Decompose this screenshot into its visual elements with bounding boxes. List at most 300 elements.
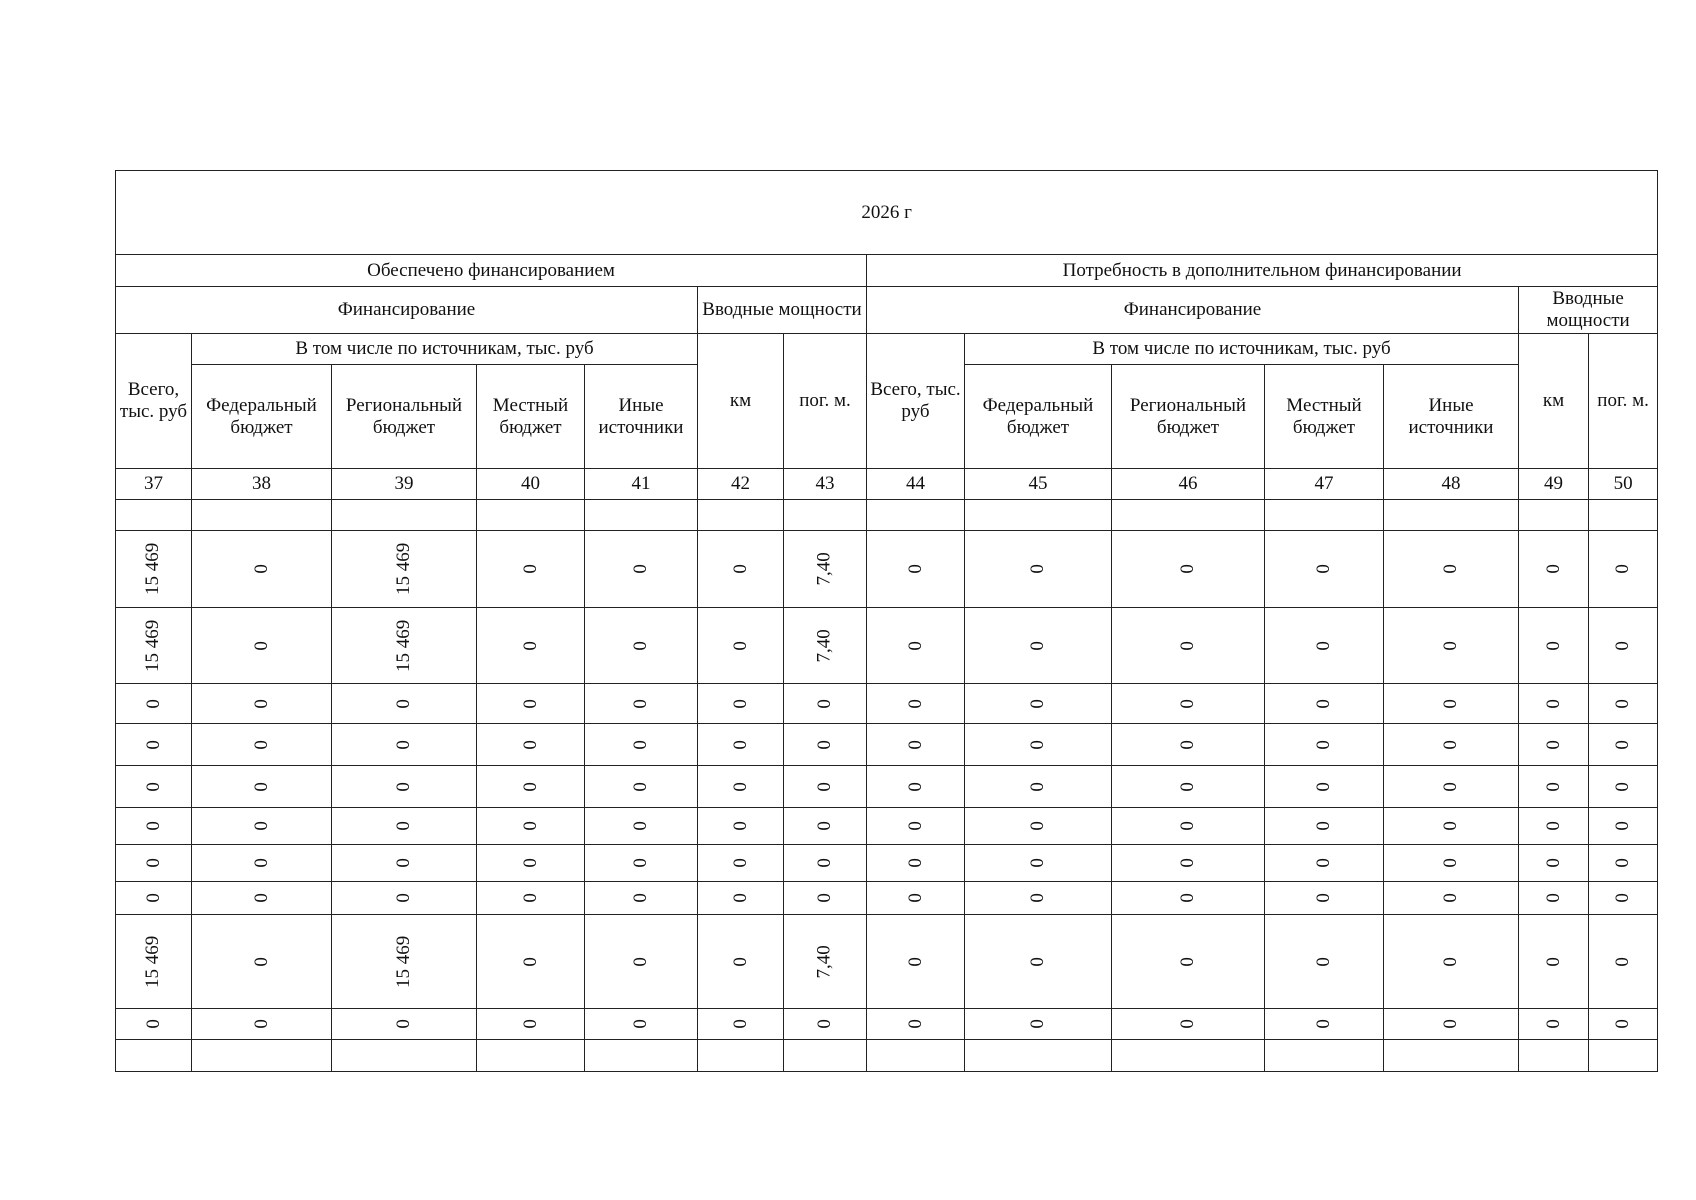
table-cell <box>1589 608 1658 684</box>
cell-value: 0 <box>1440 564 1462 574</box>
column-number: 46 <box>1112 469 1265 500</box>
cell-value: 0 <box>904 1019 926 1029</box>
table-cell <box>784 724 867 766</box>
cell-value: 0 <box>1612 739 1634 750</box>
cell-value: 0 <box>250 821 272 831</box>
cell-value: 0 <box>250 893 272 903</box>
cell-value: 7,40 <box>814 552 836 586</box>
table-cell <box>116 724 192 766</box>
table-row <box>116 724 1658 766</box>
cell-value: 0 <box>1177 564 1199 574</box>
km-header-need: км <box>1519 334 1589 469</box>
cell-value: 0 <box>1313 821 1335 831</box>
cell-value: 0 <box>250 1019 272 1029</box>
cell-value: 0 <box>1612 858 1634 868</box>
cell-value: 0 <box>1027 1019 1049 1029</box>
by-sources-header-secured: В том числе по источникам, тыс. руб <box>192 334 698 365</box>
table-cell <box>1265 915 1384 1009</box>
table-row <box>116 1009 1658 1040</box>
cell-value: 0 <box>630 956 652 967</box>
cell-value: 0 <box>1177 739 1199 750</box>
cell-value: 0 <box>729 821 751 831</box>
cell-value: 15 469 <box>142 935 164 988</box>
cell-value: 0 <box>1440 858 1462 868</box>
table-cell <box>965 808 1112 845</box>
cell-value: 15 469 <box>142 619 164 672</box>
cell-value: 0 <box>1027 821 1049 831</box>
cell-value: 0 <box>630 1019 652 1029</box>
table-cell <box>698 915 784 1009</box>
table-cell <box>192 500 332 531</box>
table-cell <box>477 882 585 915</box>
table-cell <box>965 684 1112 724</box>
cell-value: 0 <box>630 640 652 651</box>
cell-value: 0 <box>519 739 541 750</box>
table-cell <box>1519 684 1589 724</box>
table-cell <box>1589 724 1658 766</box>
cell-value: 0 <box>1542 640 1564 651</box>
column-number-row <box>116 469 1658 500</box>
cell-value: 0 <box>1313 739 1335 750</box>
table-cell <box>477 608 585 684</box>
total-header-need: Всего, тыс. руб <box>867 334 965 469</box>
cell-value: 0 <box>1177 698 1199 709</box>
table-cell <box>1589 766 1658 808</box>
cell-value: 0 <box>1440 821 1462 831</box>
table-cell <box>116 766 192 808</box>
table-row <box>116 915 1658 1009</box>
cell-value: 0 <box>393 781 415 792</box>
table-cell <box>332 684 477 724</box>
table-cell <box>477 531 585 608</box>
table-cell <box>1384 724 1519 766</box>
cell-value: 0 <box>904 564 926 574</box>
cell-value: 0 <box>630 821 652 831</box>
cell-value: 0 <box>814 893 836 903</box>
table-cell <box>1112 882 1265 915</box>
cell-value: 0 <box>250 564 272 574</box>
cell-value: 0 <box>1027 698 1049 709</box>
cell-value: 0 <box>904 956 926 967</box>
cell-value: 0 <box>393 821 415 831</box>
cell-value: 0 <box>250 956 272 967</box>
cell-value: 0 <box>519 858 541 868</box>
cell-value: 15 469 <box>142 542 164 596</box>
table-cell <box>585 845 698 882</box>
table-cell <box>1112 1009 1265 1040</box>
column-number: 49 <box>1519 469 1589 500</box>
cell-value: 0 <box>519 1019 541 1029</box>
table-cell <box>477 500 585 531</box>
table-cell <box>116 808 192 845</box>
cell-value: 0 <box>1612 956 1634 967</box>
column-number: 50 <box>1589 469 1658 500</box>
cell-value: 0 <box>1313 698 1335 709</box>
cell-value: 0 <box>519 821 541 831</box>
table-cell <box>1112 766 1265 808</box>
cell-value: 0 <box>1612 564 1634 574</box>
column-number: 40 <box>477 469 585 500</box>
table-cell <box>192 808 332 845</box>
cell-value: 0 <box>1542 781 1564 792</box>
cell-value: 0 <box>393 698 415 709</box>
table-cell <box>116 531 192 608</box>
table-cell <box>965 882 1112 915</box>
table-cell <box>965 1009 1112 1040</box>
table-cell <box>116 500 192 531</box>
table-row <box>116 766 1658 808</box>
pog-header-secured: пог. м. <box>784 334 867 469</box>
table-cell <box>332 500 477 531</box>
column-number: 43 <box>784 469 867 500</box>
table-cell <box>1384 531 1519 608</box>
cell-value: 0 <box>729 858 751 868</box>
cell-value: 0 <box>1313 781 1335 792</box>
cell-value: 0 <box>729 956 751 967</box>
total-header-secured: Всего, тыс. руб <box>116 334 192 469</box>
table-cell <box>867 1040 965 1072</box>
table-cell <box>585 882 698 915</box>
table-cell <box>965 608 1112 684</box>
table-row <box>116 808 1658 845</box>
table-cell <box>585 1009 698 1040</box>
cell-value: 0 <box>630 564 652 574</box>
cell-value: 0 <box>814 698 836 709</box>
table-cell <box>477 684 585 724</box>
cell-value: 0 <box>1027 739 1049 750</box>
table-cell <box>1265 1009 1384 1040</box>
table-cell <box>192 531 332 608</box>
column-number: 44 <box>867 469 965 500</box>
table-cell <box>1519 1040 1589 1072</box>
cell-value: 0 <box>904 781 926 792</box>
table-cell <box>192 724 332 766</box>
table-cell <box>477 724 585 766</box>
cell-value: 0 <box>1027 781 1049 792</box>
financing-table <box>115 170 1658 1072</box>
table-cell <box>1519 500 1589 531</box>
table-cell <box>1265 500 1384 531</box>
cell-value: 0 <box>1440 893 1462 903</box>
secured-group-header: Обеспечено финансированием <box>116 255 867 287</box>
cell-value: 0 <box>904 858 926 868</box>
cell-value: 0 <box>1440 739 1462 750</box>
cell-value: 15 469 <box>393 619 415 672</box>
table-cell <box>1265 882 1384 915</box>
cell-value: 0 <box>1177 893 1199 903</box>
cell-value: 0 <box>729 1019 751 1029</box>
table-cell <box>867 684 965 724</box>
table-cell <box>1519 608 1589 684</box>
cell-value: 0 <box>1612 698 1634 709</box>
table-cell <box>1112 608 1265 684</box>
table-cell <box>585 500 698 531</box>
cell-value: 0 <box>142 858 164 868</box>
financing-header-secured: Финансирование <box>116 287 698 334</box>
cell-value: 0 <box>630 893 652 903</box>
cell-value: 0 <box>1542 1019 1564 1029</box>
table-cell <box>867 608 965 684</box>
table-cell <box>965 915 1112 1009</box>
table-cell <box>1384 915 1519 1009</box>
table-cell <box>332 608 477 684</box>
table-cell <box>965 500 1112 531</box>
table-cell <box>192 915 332 1009</box>
table-cell <box>867 915 965 1009</box>
column-number: 42 <box>698 469 784 500</box>
cell-value: 0 <box>1177 1019 1199 1029</box>
table-row <box>116 845 1658 882</box>
table-cell <box>585 531 698 608</box>
table-cell <box>1265 684 1384 724</box>
cell-value: 0 <box>814 739 836 750</box>
table-cell <box>477 1009 585 1040</box>
cell-value: 0 <box>142 698 164 709</box>
table-cell <box>1589 684 1658 724</box>
table-cell <box>965 1040 1112 1072</box>
capacity-header-need: Вводные мощности <box>1519 287 1658 334</box>
table-cell <box>698 845 784 882</box>
table-cell <box>698 684 784 724</box>
table-cell <box>1519 724 1589 766</box>
other-header-need: Иные источники <box>1384 365 1519 469</box>
table-cell <box>1589 808 1658 845</box>
cell-value: 0 <box>1542 821 1564 831</box>
cell-value: 0 <box>904 739 926 750</box>
cell-value: 0 <box>1313 640 1335 651</box>
other-header-secured: Иные источники <box>585 365 698 469</box>
year-header: 2026 г <box>116 171 1658 255</box>
table-cell <box>698 1040 784 1072</box>
table-cell <box>1519 1009 1589 1040</box>
table-cell <box>1589 531 1658 608</box>
cell-value: 0 <box>142 1019 164 1029</box>
cell-value: 0 <box>393 858 415 868</box>
table-cell <box>1384 608 1519 684</box>
cell-value: 0 <box>729 893 751 903</box>
table-cell <box>192 1009 332 1040</box>
cell-value: 0 <box>729 640 751 651</box>
cell-value: 0 <box>1542 564 1564 574</box>
table-cell <box>332 724 477 766</box>
cell-value: 0 <box>1612 821 1634 831</box>
cell-value: 0 <box>1177 640 1199 651</box>
table-cell <box>1112 724 1265 766</box>
cell-value: 0 <box>250 781 272 792</box>
table-cell <box>477 915 585 1009</box>
cell-value: 0 <box>1612 893 1634 903</box>
table-cell <box>1384 1040 1519 1072</box>
table-cell <box>1519 531 1589 608</box>
cell-value: 0 <box>142 821 164 831</box>
table-cell <box>784 684 867 724</box>
table-row <box>116 1040 1658 1072</box>
cell-value: 0 <box>1027 893 1049 903</box>
cell-value: 0 <box>1027 640 1049 651</box>
table-cell <box>192 882 332 915</box>
column-number: 37 <box>116 469 192 500</box>
local-header-need: Местный бюджет <box>1265 365 1384 469</box>
table-cell <box>1519 882 1589 915</box>
table-cell <box>1265 608 1384 684</box>
table-cell <box>585 724 698 766</box>
cell-value: 0 <box>1313 956 1335 967</box>
table-cell <box>1589 882 1658 915</box>
table-cell <box>784 1009 867 1040</box>
table-cell <box>1112 500 1265 531</box>
table-cell <box>477 845 585 882</box>
table-cell <box>965 724 1112 766</box>
cell-value: 0 <box>1027 564 1049 574</box>
table-cell <box>1519 808 1589 845</box>
column-number: 39 <box>332 469 477 500</box>
cell-value: 0 <box>814 1019 836 1029</box>
cell-value: 0 <box>519 893 541 903</box>
cell-value: 0 <box>1542 956 1564 967</box>
federal-header-secured: Федеральный бюджет <box>192 365 332 469</box>
table-cell <box>332 845 477 882</box>
table-cell <box>585 1040 698 1072</box>
table-cell <box>116 608 192 684</box>
table-cell <box>477 1040 585 1072</box>
table-cell <box>784 845 867 882</box>
table-cell <box>585 608 698 684</box>
cell-value: 0 <box>142 893 164 903</box>
cell-value: 0 <box>1542 893 1564 903</box>
table-cell <box>1384 882 1519 915</box>
cell-value: 0 <box>904 893 926 903</box>
cell-value: 0 <box>1177 858 1199 868</box>
table-cell <box>698 766 784 808</box>
table-cell <box>192 766 332 808</box>
table-cell <box>477 808 585 845</box>
table-cell <box>1112 808 1265 845</box>
table-cell <box>867 882 965 915</box>
table-cell <box>784 531 867 608</box>
table-cell <box>784 808 867 845</box>
cell-value: 0 <box>250 640 272 651</box>
table-cell <box>784 766 867 808</box>
table-cell <box>1519 915 1589 1009</box>
cell-value: 0 <box>814 821 836 831</box>
table-cell <box>1112 531 1265 608</box>
regional-header-need: Региональный бюджет <box>1112 365 1265 469</box>
cell-value: 0 <box>729 698 751 709</box>
table-cell <box>332 808 477 845</box>
table-cell <box>1589 500 1658 531</box>
table-cell <box>698 500 784 531</box>
cell-value: 0 <box>519 698 541 709</box>
table-cell <box>965 845 1112 882</box>
table-cell <box>698 724 784 766</box>
cell-value: 0 <box>1440 956 1462 967</box>
cell-value: 0 <box>1177 956 1199 967</box>
table-cell <box>116 684 192 724</box>
cell-value: 0 <box>393 739 415 750</box>
table-cell <box>332 766 477 808</box>
cell-value: 0 <box>519 781 541 792</box>
table-cell <box>332 531 477 608</box>
table-cell <box>867 531 965 608</box>
table-cell <box>698 608 784 684</box>
table-cell <box>1112 1040 1265 1072</box>
table-cell <box>1265 766 1384 808</box>
cell-value: 0 <box>1313 564 1335 574</box>
table-cell <box>1589 1009 1658 1040</box>
table-cell <box>116 1040 192 1072</box>
table-cell <box>116 915 192 1009</box>
cell-value: 15 469 <box>393 935 415 988</box>
table-cell <box>867 1009 965 1040</box>
table-cell <box>192 608 332 684</box>
cell-value: 0 <box>1440 640 1462 651</box>
cell-value: 0 <box>1177 781 1199 792</box>
cell-value: 7,40 <box>814 628 836 663</box>
table-cell <box>1265 808 1384 845</box>
table-cell <box>477 766 585 808</box>
table-cell <box>867 845 965 882</box>
table-cell <box>332 1009 477 1040</box>
cell-value: 0 <box>814 781 836 792</box>
cell-value: 0 <box>904 640 926 651</box>
by-sources-header-need: В том числе по источникам, тыс. руб <box>965 334 1519 365</box>
table-cell <box>585 808 698 845</box>
table-cell <box>965 531 1112 608</box>
cell-value: 0 <box>519 564 541 574</box>
cell-value: 0 <box>1440 698 1462 709</box>
table-cell <box>1384 845 1519 882</box>
cell-value: 0 <box>1027 956 1049 967</box>
cell-value: 0 <box>630 858 652 868</box>
cell-value: 0 <box>393 893 415 903</box>
cell-value: 0 <box>250 858 272 868</box>
table-cell <box>1265 845 1384 882</box>
table-cell <box>867 724 965 766</box>
cell-value: 0 <box>630 781 652 792</box>
cell-value: 0 <box>1313 858 1335 868</box>
pog-header-need: пог. м. <box>1589 334 1658 469</box>
cell-value: 0 <box>904 821 926 831</box>
cell-value: 0 <box>1542 858 1564 868</box>
table-cell <box>867 500 965 531</box>
cell-value: 0 <box>142 781 164 792</box>
cell-value: 0 <box>1313 893 1335 903</box>
local-header-secured: Местный бюджет <box>477 365 585 469</box>
column-number: 48 <box>1384 469 1519 500</box>
table-cell <box>1265 1040 1384 1072</box>
table-cell <box>585 915 698 1009</box>
table-cell <box>867 766 965 808</box>
cell-value: 0 <box>1612 640 1634 651</box>
column-number: 38 <box>192 469 332 500</box>
cell-value: 0 <box>729 564 751 574</box>
table-row <box>116 531 1658 608</box>
column-number: 41 <box>585 469 698 500</box>
table-cell <box>116 882 192 915</box>
cell-value: 0 <box>904 698 926 709</box>
cell-value: 0 <box>1612 1019 1634 1029</box>
column-number: 47 <box>1265 469 1384 500</box>
table-cell <box>1384 500 1519 531</box>
cell-value: 0 <box>1313 1019 1335 1029</box>
table-cell <box>332 915 477 1009</box>
table-cell <box>1589 1040 1658 1072</box>
table-cell <box>192 684 332 724</box>
table-cell <box>1112 915 1265 1009</box>
table-cell <box>1384 766 1519 808</box>
table-cell <box>965 766 1112 808</box>
table-cell <box>1112 684 1265 724</box>
